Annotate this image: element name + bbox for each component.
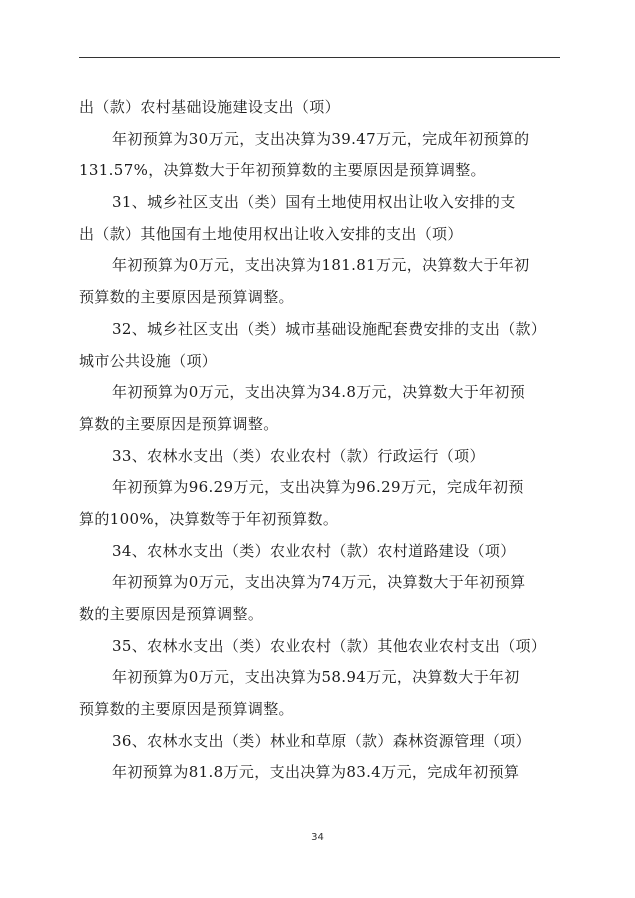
text-line: 出（款）其他国有土地使用权出让收入安排的支出（项）: [79, 224, 463, 243]
section-heading-35: 35、农林水支出（类）农业农村（款）其他农业农村支出（项）: [112, 636, 547, 655]
text-line: 年初预算为0万元，支出决算为74万元，决算数大于年初预算: [112, 573, 526, 592]
section-heading-32: 32、城乡社区支出（类）城市基础设施配套费安排的支出（款）: [112, 319, 547, 338]
text-line: 年初预算为96.29万元，支出决算为96.29万元，完成年初预: [112, 478, 524, 497]
page-number: 34: [311, 832, 324, 843]
body-text: [79, 92, 560, 789]
text-line: 预算数的主要原因是预算调整。: [79, 288, 294, 307]
text-line: 算的100%，决算数等于年初预算数。: [79, 509, 339, 528]
text-line: 131.57%，决算数大于年初预算数的主要原因是预算调整。: [79, 161, 486, 180]
text-line: 年初预算为81.8万元，支出决算为83.4万元，完成年初预算: [112, 763, 520, 782]
section-heading-33: 33、农林水支出（类）农业农村（款）行政运行（项）: [112, 446, 485, 465]
text-line: 年初预算为30万元，支出决算为39.47万元，完成年初预算的: [112, 129, 530, 148]
text-line: 预算数的主要原因是预算调整。: [79, 700, 294, 719]
text-line: 城市公共设施（项）: [79, 351, 218, 370]
text-line: 数的主要原因是预算调整。: [79, 605, 264, 623]
section-heading-31: 31、城乡社区支出（类）国有土地使用权出让收入安排的支: [112, 193, 516, 212]
text-line: 出（款）农村基础设施建设支出（项）: [79, 98, 340, 116]
header-rule: [79, 57, 560, 58]
section-heading-36: 36、农林水支出（类）林业和草原（款）森林资源管理（项）: [112, 731, 531, 750]
text-line: 年初预算为0万元，支出决算为34.8万元，决算数大于年初预: [112, 383, 526, 402]
text-line: 年初预算为0万元，支出决算为181.81万元，决算数大于年初: [112, 256, 530, 275]
text-line: 算数的主要原因是预算调整。: [79, 414, 279, 433]
section-heading-34: 34、农林水支出（类）农业农村（款）农村道路建设（项）: [112, 541, 516, 560]
text-line: 年初预算为0万元，支出决算为58.94万元，决算数大于年初: [112, 668, 520, 687]
